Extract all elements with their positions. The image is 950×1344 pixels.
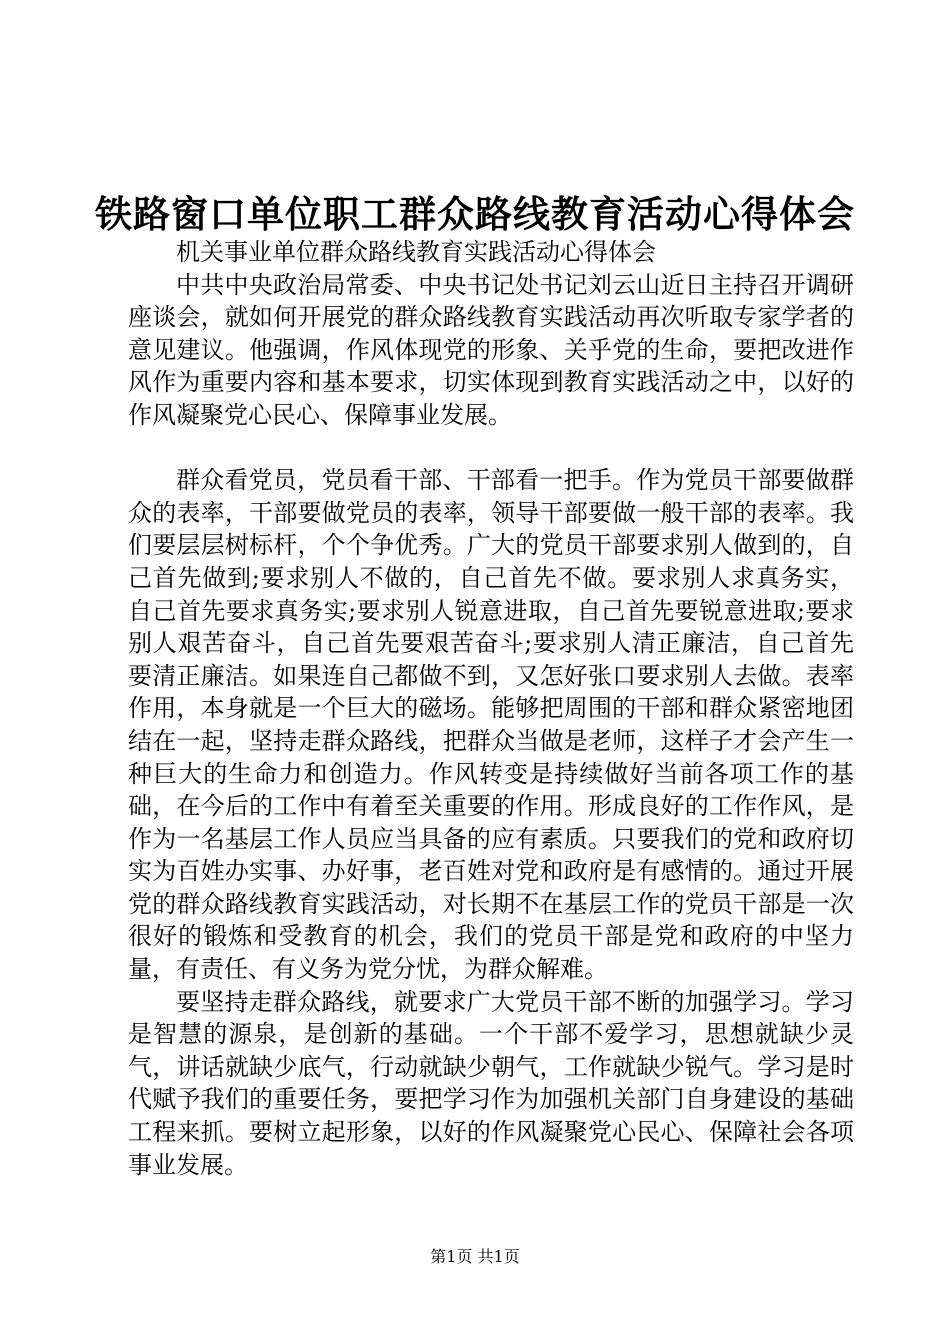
page-footer: 第1页 共1页	[430, 1247, 520, 1266]
document-subtitle: 机关事业单位群众路线教育实践活动心得体会	[176, 238, 656, 266]
document-body	[128, 236, 854, 1181]
document-title: 铁路窗口单位职工群众路线教育活动心得体会	[95, 193, 855, 236]
paragraph-2: 群众看党员，党员看干部、干部看一把手。作为党员干部要做群众的表率，干部要做党员的表率，领导干部要做一般干部的表率。我们要层层树标杆，个个争优秀。广大的党员干部要求别人做到的，自己首先做到;要求别人不做的，自己首先不做。要求别人求真务实，自己首先要求真务实;要求别人锐意进取，自己首先要锐意进取;要求别人艰苦奋斗，自己首先要艰苦奋斗;要求别人清正廉洁，自己首先要清正廉洁。如果连自己都做不到，又怎好张口要求别人去做。表率作用，本身就是一个巨大的磁场。能够把周围的干部和群众紧密地团结在一起，坚持走群众路线，把群众当做是老师，这样子才会产生一种巨大的生命力和创造力。作风转变是持续做好当前各项工作的基础，在今后的工作中有着至关重要的作用。形成良好的工作作风，是作为一名基层工作人员应当具备的应有素质。只要我们的党和政府切实为百姓办实事、办好事，老百姓对党和政府是有感情的。通过开展党的群众路线教育实践活动，对长期不在基层工作的党员干部是一次很好的锻炼和受教育的机会，我们的党员干部是党和政府的中坚力量，有责任、有义务为党分忧，为群众解难。	[128, 466, 854, 984]
paragraph-1: 中共中央政治局常委、中央书记处书记刘云山近日主持召开调研座谈会，就如何开展党的群众路线教育实践活动再次听取专家学者的意见建议。他强调，作风体现党的形象、关乎党的生命，要把改进作风作为重要内容和基本要求，切实体现到教育实践活动之中，以好的作风凝聚党心民心、保障事业发展。	[128, 270, 854, 429]
paragraph-3: 要坚持走群众路线，就要求广大党员干部不断的加强学习。学习是智慧的源泉，是创新的基础。一个干部不爱学习，思想就缺少灵气，讲话就缺少底气，行动就缺少朝气，工作就缺少锐气。学习是时代赋予我们的重要任务，要把学习作为加强机关部门自身建设的基础工程来抓。要树立起形象，以好的作风凝聚党心民心、保障社会各项事业发展。	[128, 987, 854, 1179]
